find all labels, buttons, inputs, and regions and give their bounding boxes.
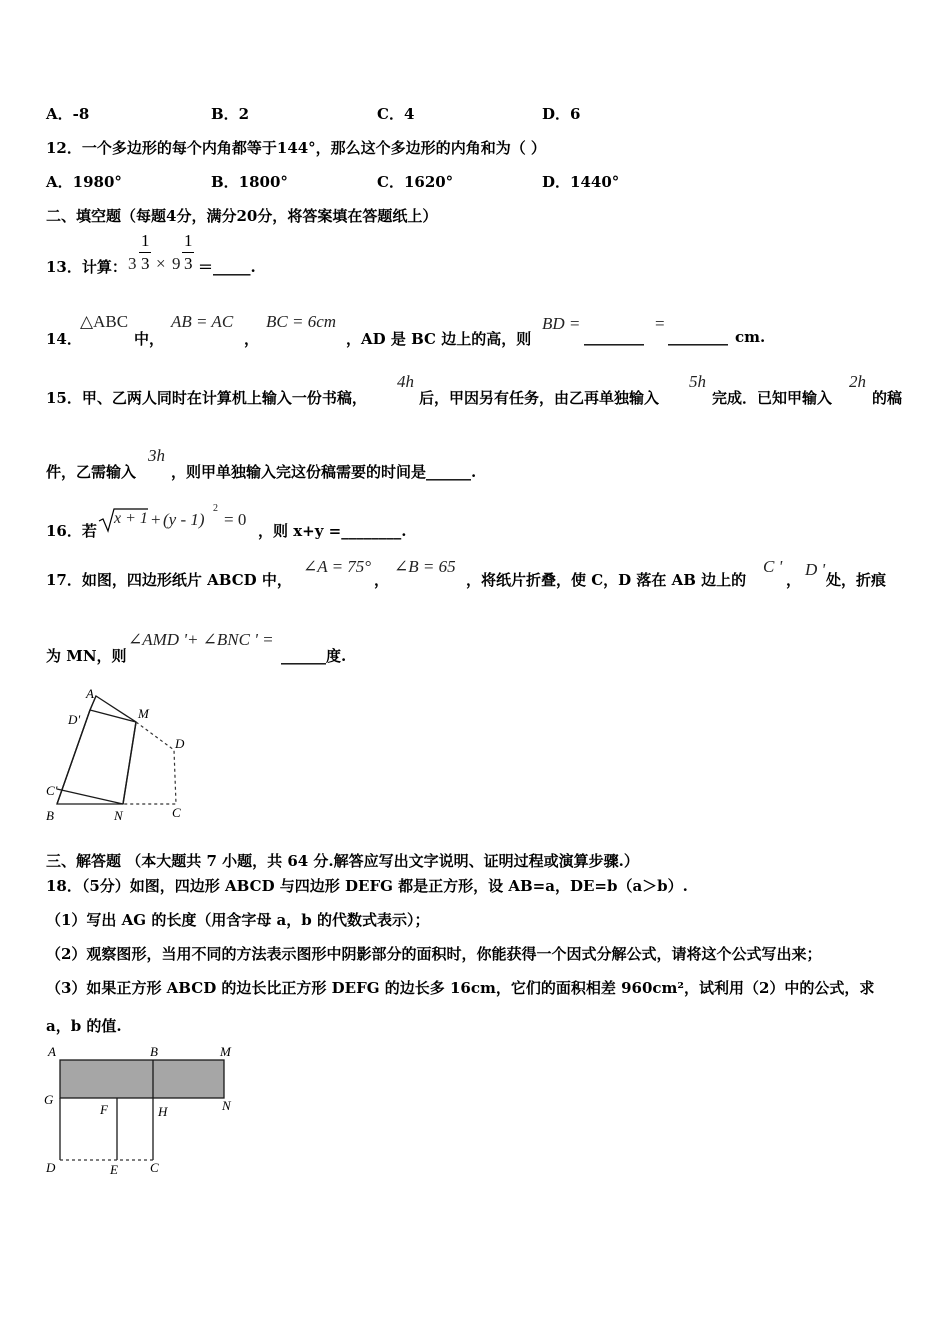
q16-prefix: 16．若 <box>46 522 97 540</box>
q14-comma: ， <box>244 330 260 348</box>
section3-title: 三、解答题 （本大题共 7 小题，共 64 分.解答应写出文字说明、证明过程或演算步骤.） <box>46 852 639 870</box>
q18-part2: （2）观察图形，当用不同的方法表示图形中阴影部分的面积时，你能获得一个因式分解公式，请将这个公式写出来； <box>46 945 822 963</box>
q17-dprime: D ' <box>805 560 826 579</box>
fig17-crease-mn <box>123 722 136 804</box>
fig18-label-b: B <box>150 1044 158 1059</box>
q11-option-a: A．-8 <box>46 105 90 123</box>
q14-number: 14． <box>46 330 82 348</box>
q17-line1-a: 17．如图，四边形纸片 ABCD 中， <box>46 571 292 589</box>
q14-blank2: ________ <box>668 328 728 346</box>
fig17-label-n: N <box>114 808 123 823</box>
fig18-label-a: A <box>48 1044 56 1059</box>
q14-eq1: AB = AC <box>171 312 234 331</box>
q17-line1-c: 处，折痕 <box>826 571 887 589</box>
q16-radicand: x + 1 <box>114 510 148 527</box>
q13-base1: 3 <box>128 254 137 273</box>
q15-line1-b: 后，甲因另有任务，由乙再单独输入 <box>419 389 660 407</box>
fig17-label-d: D <box>175 736 185 751</box>
q16-plus: + <box>151 510 161 529</box>
q15-line2-a: 件，乙需输入 <box>46 463 137 481</box>
q17-angle-a: ∠A = 75° <box>303 557 372 576</box>
q13-frac2-bar <box>182 252 194 253</box>
fig18-label-d: D <box>46 1160 56 1175</box>
fig17-label-a: A <box>86 686 94 701</box>
q16-suffix: ，则 x+y =________. <box>258 522 407 540</box>
q12-stem: 12．一个多边形的每个内角都等于144°，那么这个多边形的内角和为（ ） <box>46 139 546 157</box>
q15-line2-b: ，则甲单独输入完这份稿需要的时间是______. <box>171 463 477 481</box>
fig18-label-f: F <box>100 1102 108 1117</box>
fig18-label-e: E <box>110 1162 118 1177</box>
q13-times: × <box>156 254 166 273</box>
q15-line1-a: 15．甲、乙两人同时在计算机上输入一份书稿， <box>46 389 367 407</box>
q11-option-d: D．6 <box>542 105 581 123</box>
q15-h1: 4h <box>397 372 414 391</box>
q13-exp1-num: 1 <box>141 231 150 250</box>
q14-text1: 中， <box>134 330 165 348</box>
q17-figure <box>40 682 210 827</box>
section2-title: 二、填空题（每题4分，满分20分，将答案填在答题纸上） <box>46 207 438 225</box>
q15-line1-d: 的稿 <box>872 389 903 407</box>
q12-option-a: A．1980° <box>46 173 122 191</box>
q13-frac1-bar <box>139 252 151 253</box>
q12-option-c: C．1620° <box>377 173 454 191</box>
q17-comma: ， <box>374 571 390 589</box>
q18-figure <box>40 1040 240 1180</box>
q13-exp1-den: 3 <box>141 254 150 273</box>
fig17-label-dprime: D' <box>68 712 81 727</box>
q14-triangle: △ABC <box>80 312 129 331</box>
q17-cprime: C ' <box>763 557 783 576</box>
q15-line1-c: 完成．已知甲输入 <box>712 389 833 407</box>
q14-eq2: BC = 6cm <box>266 312 337 331</box>
q14-bd: BD = <box>542 314 581 333</box>
q17-angle-b: ∠B = 65 <box>394 557 456 576</box>
q18-stem: 18．（5分）如图，四边形 ABCD 与四边形 DEFG 都是正方形，设 AB=a，DE=b（a＞b）. <box>46 877 688 895</box>
q17-line2-b: ______度. <box>281 647 347 665</box>
fig18-label-h: H <box>158 1104 168 1119</box>
q12-option-b: B．1800° <box>211 173 288 191</box>
fig17-label-m: M <box>138 706 149 721</box>
q15-h2: 5h <box>689 372 706 391</box>
q12-option-d: D．1440° <box>542 173 620 191</box>
q11-option-c: C．4 <box>377 105 415 123</box>
q15-h4: 3h <box>148 446 165 465</box>
q13-base2: 9 <box>172 254 181 273</box>
q18-part3-cont: a，b 的值. <box>46 1017 122 1035</box>
q16-paren: (y - 1) <box>163 510 205 529</box>
q18-part1: （1）写出 AG 的长度（用含字母 a，b 的代数式表示）； <box>46 911 430 929</box>
q13-exp2-den: 3 <box>184 254 193 273</box>
fig18-label-g: G <box>44 1092 54 1107</box>
fig18-label-c: C <box>150 1160 159 1175</box>
fig18-label-n: N <box>222 1098 231 1113</box>
q13-suffix: ＝_____. <box>198 258 256 276</box>
fig17-label-b: B <box>46 808 54 823</box>
fig17-edge-dm <box>90 710 136 722</box>
q14-text2: ，AD 是 BC 边上的高，则 <box>346 330 532 348</box>
fig17-edge-cn <box>57 789 123 804</box>
q17-expr: ∠AMD '+ ∠BNC ' = <box>128 630 274 649</box>
q17-comma2: ， <box>786 571 802 589</box>
fig18-shaded-rect <box>60 1060 224 1098</box>
q16-eqzero: = 0 <box>224 510 247 529</box>
q13-prefix: 13．计算： <box>46 258 127 276</box>
q18-part3: （3）如果正方形 ABCD 的边长比正方形 DEFG 的边长多 16cm，它们的面积相差 960cm²，试利用（2）中的公式，求 <box>46 979 875 997</box>
q17-line2-a: 为 MN，则 <box>46 647 127 665</box>
fig17-dashed-original <box>123 722 176 804</box>
q16-exp: 2 <box>213 503 218 514</box>
fig18-label-m: M <box>220 1044 231 1059</box>
q11-option-b: B．2 <box>211 105 250 123</box>
q15-h3: 2h <box>849 372 866 391</box>
q17-line1-b: ，将纸片折叠，使 C，D 落在 AB 边上的 <box>466 571 747 589</box>
q14-blank1: ________ <box>584 328 644 346</box>
q14-eqsign: = <box>655 314 665 333</box>
q14-unit: cm. <box>735 328 766 346</box>
fig17-label-cprime: C' <box>46 783 58 798</box>
fig17-label-c: C <box>172 805 181 820</box>
q13-exp2-num: 1 <box>184 231 193 250</box>
